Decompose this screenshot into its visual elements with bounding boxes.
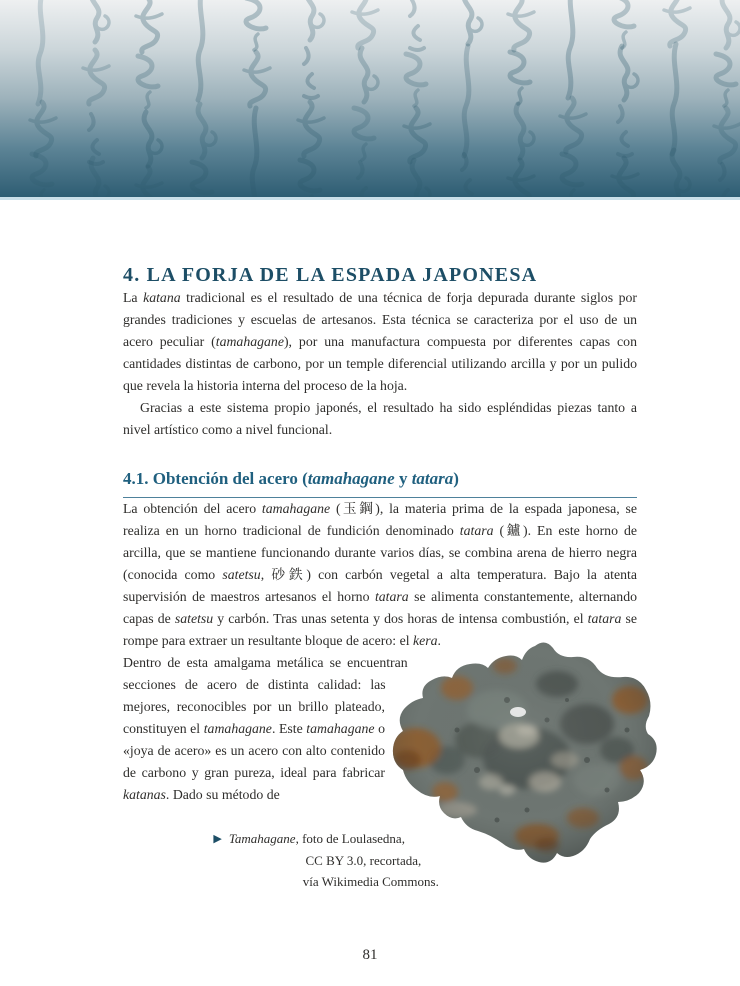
page-number: 81 (362, 947, 378, 963)
text-column (0, 264, 740, 892)
japanese-calligraphy-art (0, 0, 740, 197)
chapter-title: 4. LA FORJA DE LA ESPADA JAPONESA (123, 264, 538, 286)
section-paragraph-2: Dentro de esta amalgama metálica se encuentran secciones de acero de distinta calidad: las mejores, reconocibles por un brillo plateado, constituyen el tamahagane. Este tamahagane o «joya de acero» es un acero con alto contenido de carbono y gran pureza, ideal para fabricar katanas. Dado su método de (123, 655, 408, 802)
intro-paragraph-1: La katana tradicional es el resultado de una técnica de forja depurada durante siglos por grandes tradiciones y escuelas de artesanos. Esta técnica se caracteriza por el uso de un acero peculiar (tamahagane), por una manufactura compuesta por diferentes capas con cantidades distintas de carbono, por un temple diferencial utilizando arcilla y por un pulido que revela la historia interna del proceso de la hoja. (123, 290, 637, 393)
caption-line: vía Wikimedia Commons. (302, 874, 439, 889)
caption-marker-icon: ▶ (213, 832, 222, 845)
intro-paragraph-2: Gracias a este sistema propio japonés, el resultado ha sido espléndidas piezas tanto a nivel artístico como a nivel funcional. (123, 400, 637, 437)
chapter-banner (0, 0, 740, 200)
tamahagane-photo (385, 652, 637, 897)
section-paragraph-1: La obtención del acero tamahagane (玉鋼), la materia prima de la espada japonesa, se realiza en un horno tradicional de fundición denominado tatara (鑪). En este horno de arcilla, que se mantiene funcionando durante varios días, se combina arena de hierro negra (conocida como satetsu, 砂鉄) con carbón vegetal a alta temperatura. Bajo la atenta supervisión de maestros artesanos el horno tatara se alimenta constantemente, alternando capas de satetsu y carbón. Tras unas setenta y dos horas de intensa combustión, el tatara se rompe para extraer un resultante bloque de acero: el kera. (123, 501, 638, 648)
caption-line: CC BY 3.0, recortada, (305, 853, 422, 868)
caption-text: Tamahagane, foto de Loulasedna, (228, 831, 405, 846)
figure-wrap-zone (123, 652, 637, 892)
tamahagane-steel-bloom-image (387, 640, 670, 885)
section-heading: 4.1. Obtención del acero (tamahagane y tatara) (123, 469, 637, 498)
page-footer (0, 947, 740, 964)
